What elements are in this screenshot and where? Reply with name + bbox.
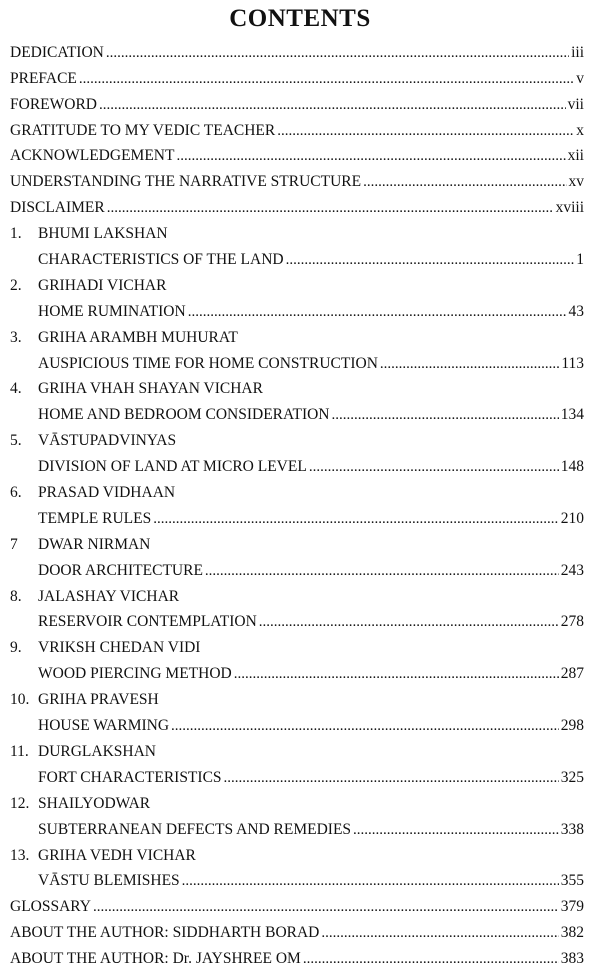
dot-leader <box>234 665 559 683</box>
toc-entry-label: FOREWORD <box>10 95 97 113</box>
chapter-name: GRIHA VEDH VICHAR <box>38 846 196 864</box>
toc-entry-preface[interactable] <box>10 62 584 88</box>
toc-entry-label: GRATITUDE TO MY VEDIC TEACHER <box>10 121 276 139</box>
toc-entry-label: DEDICATION <box>10 43 104 61</box>
dot-leader <box>107 199 554 217</box>
dot-leader <box>309 458 559 476</box>
chapter-number: 9. <box>10 639 22 657</box>
toc-entry-acknowledgement[interactable] <box>10 140 584 166</box>
toc-page-number: v <box>576 69 584 87</box>
toc-entry-disclaimer[interactable] <box>10 191 584 217</box>
dot-leader <box>224 769 559 787</box>
chapter-number: 11. <box>10 742 29 760</box>
toc-entry-author-jayshree[interactable] <box>10 942 584 968</box>
toc-entry-foreword[interactable] <box>10 88 584 114</box>
chapter-3-entry[interactable] <box>10 347 584 373</box>
chapter-name: BHUMI LAKSHAN <box>38 225 168 243</box>
toc-page-number: 298 <box>560 717 584 735</box>
chapter-11-heading <box>10 735 584 761</box>
chapter-12-entry[interactable] <box>10 813 584 839</box>
chapter-6-heading <box>10 476 584 502</box>
chapter-8-entry[interactable] <box>10 606 584 632</box>
table-of-contents <box>10 36 584 968</box>
toc-entry-label: ACKNOWLEDGEMENT <box>10 147 175 165</box>
toc-entry-label: ABOUT THE AUTHOR: Dr. JAYSHREE OM <box>10 950 301 968</box>
chapter-subtitle: VĀSTU BLEMISHES <box>38 872 180 890</box>
chapter-name: VRIKSH CHEDAN VIDI <box>38 639 201 657</box>
chapter-subtitle: AUSPICIOUS TIME FOR HOME CONSTRUCTION <box>38 354 378 372</box>
dot-leader <box>153 510 559 528</box>
chapter-number: 13. <box>10 846 30 864</box>
toc-page-number: 325 <box>560 768 584 786</box>
chapter-number: 12. <box>10 794 30 812</box>
chapter-4-entry[interactable] <box>10 398 584 424</box>
chapter-10-entry[interactable] <box>10 709 584 735</box>
chapter-6-entry[interactable] <box>10 502 584 528</box>
chapter-subtitle: FORT CHARACTERISTICS <box>38 768 222 786</box>
toc-entry-label: UNDERSTANDING THE NARRATIVE STRUCTURE <box>10 173 362 191</box>
dot-leader <box>321 924 558 942</box>
chapter-5-heading <box>10 424 584 450</box>
toc-entry-label: GLOSSARY <box>10 898 91 916</box>
dot-leader <box>188 303 567 321</box>
toc-page-number: 113 <box>561 354 584 372</box>
chapter-number: 8. <box>10 587 22 605</box>
dot-leader <box>205 562 559 580</box>
chapter-11-entry[interactable] <box>10 761 584 787</box>
toc-entry-gratitude[interactable] <box>10 114 584 140</box>
dot-leader <box>182 872 559 890</box>
chapter-name: DURGLAKSHAN <box>38 742 156 760</box>
toc-page-number: 383 <box>560 950 584 968</box>
chapter-subtitle: DIVISION OF LAND AT MICRO LEVEL <box>38 458 307 476</box>
chapter-subtitle: CHARACTERISTICS OF THE LAND <box>38 251 284 269</box>
chapter-number: 1. <box>10 225 22 243</box>
chapter-9-entry[interactable] <box>10 657 584 683</box>
chapter-subtitle: TEMPLE RULES <box>38 509 152 527</box>
toc-page-number: 148 <box>560 458 584 476</box>
chapter-subtitle: RESERVOIR CONTEMPLATION <box>38 613 257 631</box>
toc-entry-dedication[interactable] <box>10 36 584 62</box>
toc-entry-narrative-structure[interactable] <box>10 165 584 191</box>
dot-leader <box>93 898 559 916</box>
toc-page-number: x <box>576 121 584 139</box>
chapter-2-heading <box>10 269 584 295</box>
toc-entry-glossary[interactable] <box>10 890 584 916</box>
chapter-subtitle: HOUSE WARMING <box>38 717 170 735</box>
toc-page-number: 287 <box>560 665 584 683</box>
chapter-10-heading <box>10 683 584 709</box>
chapter-number: 5. <box>10 432 22 450</box>
dot-leader <box>380 355 559 373</box>
dot-leader <box>171 717 559 735</box>
chapter-name: VĀSTUPADVINYAS <box>38 432 177 450</box>
chapter-13-heading <box>10 839 584 865</box>
chapter-7-heading <box>10 528 584 554</box>
chapter-name: JALASHAY VICHAR <box>38 587 180 605</box>
toc-entry-label: PREFACE <box>10 69 77 87</box>
chapter-subtitle: HOME AND BEDROOM CONSIDERATION <box>38 406 330 424</box>
toc-entry-author-siddharth[interactable] <box>10 916 584 942</box>
chapter-name: SHAILYODWAR <box>38 794 151 812</box>
dot-leader <box>79 70 574 88</box>
chapter-subtitle: WOOD PIERCING METHOD <box>38 665 232 683</box>
toc-page-number: 355 <box>560 872 584 890</box>
toc-page-number: xviii <box>555 199 584 217</box>
dot-leader <box>259 613 559 631</box>
dot-leader <box>332 406 559 424</box>
dot-leader <box>99 96 566 114</box>
toc-page-number: 379 <box>560 898 584 916</box>
chapter-8-heading <box>10 580 584 606</box>
toc-page-number: 43 <box>568 302 584 320</box>
chapter-number: 4. <box>10 380 22 398</box>
dot-leader <box>176 147 565 165</box>
chapter-number: 7 <box>10 535 18 553</box>
toc-page-number: vii <box>567 95 584 113</box>
toc-page-number: xii <box>567 147 584 165</box>
chapter-1-entry[interactable] <box>10 243 584 269</box>
chapter-number: 10. <box>10 691 30 709</box>
toc-entry-label: DISCLAIMER <box>10 199 105 217</box>
chapter-name: GRIHA ARAMBH MUHURAT <box>38 328 238 346</box>
chapter-name: PRASAD VIDHAAN <box>38 484 176 502</box>
chapter-3-heading <box>10 321 584 347</box>
dot-leader <box>277 122 574 140</box>
toc-page-number: 1 <box>576 251 584 269</box>
chapter-number: 6. <box>10 484 22 502</box>
chapter-13-entry[interactable] <box>10 865 584 891</box>
dot-leader <box>106 44 569 62</box>
chapter-5-entry[interactable] <box>10 450 584 476</box>
chapter-subtitle: SUBTERRANEAN DEFECTS AND REMEDIES <box>38 820 352 838</box>
toc-page-number: 338 <box>560 820 584 838</box>
chapter-name: GRIHA PRAVESH <box>38 691 159 709</box>
chapter-name: GRIHADI VICHAR <box>38 276 167 294</box>
dot-leader <box>353 821 559 839</box>
dot-leader <box>286 251 575 269</box>
chapter-number: 2. <box>10 276 22 294</box>
chapter-2-entry[interactable] <box>10 295 584 321</box>
chapter-1-heading <box>10 217 584 243</box>
chapter-12-heading <box>10 787 584 813</box>
page-title: CONTENTS <box>229 5 371 32</box>
toc-page-number: 210 <box>560 509 584 527</box>
dot-leader <box>303 950 559 968</box>
chapter-number: 3. <box>10 328 22 346</box>
chapter-subtitle: DOOR ARCHITECTURE <box>38 561 203 579</box>
toc-entry-label: ABOUT THE AUTHOR: SIDDHARTH BORAD <box>10 924 320 942</box>
toc-page-number: 278 <box>560 613 584 631</box>
toc-page-number: 382 <box>560 924 584 942</box>
chapter-7-entry[interactable] <box>10 554 584 580</box>
toc-page-number: iii <box>571 43 584 61</box>
chapter-4-heading <box>10 373 584 399</box>
chapter-name: DWAR NIRMAN <box>38 535 151 553</box>
toc-page-number: xv <box>568 173 584 191</box>
chapter-9-heading <box>10 631 584 657</box>
toc-page-number: 243 <box>560 561 584 579</box>
toc-page-number: 134 <box>560 406 584 424</box>
dot-leader <box>363 173 566 191</box>
chapter-subtitle: HOME RUMINATION <box>38 302 186 320</box>
chapter-name: GRIHA VHAH SHAYAN VICHAR <box>38 380 263 398</box>
